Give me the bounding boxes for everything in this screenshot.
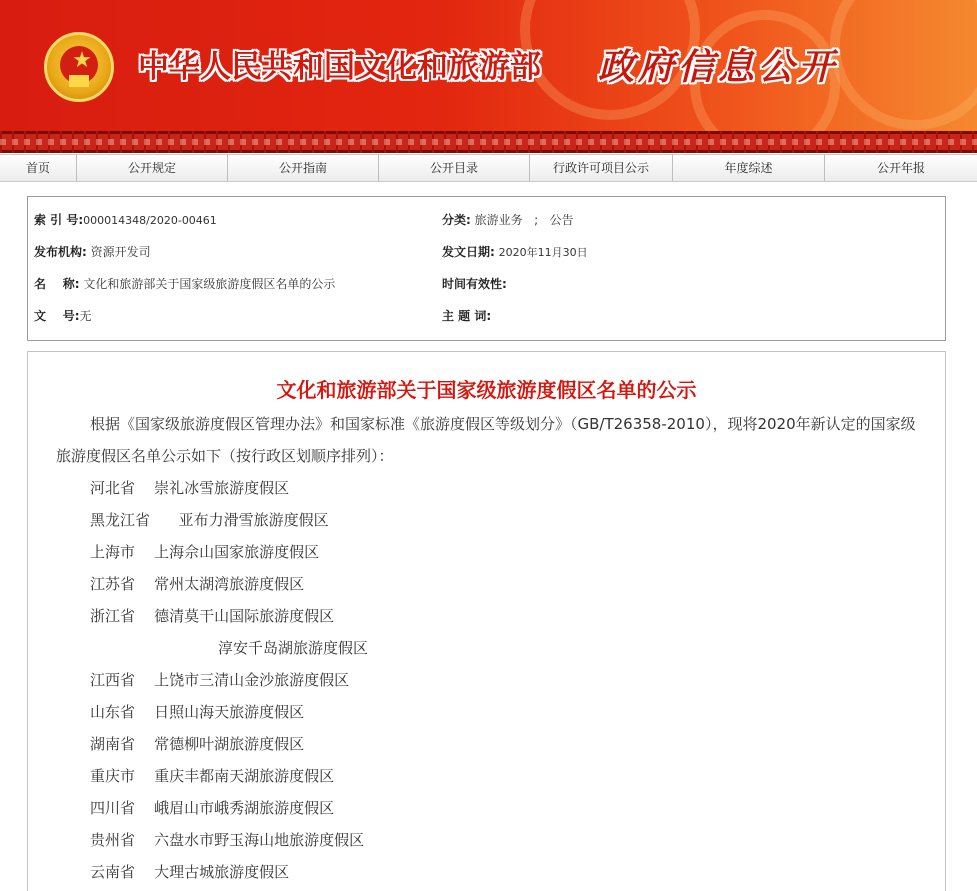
province-name: 上海市 bbox=[90, 543, 136, 561]
banner-decoration bbox=[830, 0, 977, 130]
meta-date-label: 发文日期: bbox=[442, 245, 495, 259]
province-name: 河北省 bbox=[90, 479, 136, 497]
list-item bbox=[90, 856, 289, 888]
meta-keywords bbox=[442, 306, 491, 326]
resort-name: 上海佘山国家旅游度假区 bbox=[154, 543, 320, 561]
meta-index bbox=[34, 210, 217, 230]
nav-item-home[interactable]: 首页 bbox=[0, 155, 77, 181]
document-title: 文化和旅游部关于国家级旅游度假区名单的公示 bbox=[276, 378, 697, 402]
meta-index-value: 000014348/2020-00461 bbox=[83, 214, 217, 227]
meta-date bbox=[442, 242, 588, 262]
resort-name: 大理古城旅游度假区 bbox=[154, 863, 290, 881]
nav-item-annual-summary[interactable]: 年度综述 bbox=[673, 155, 825, 181]
document-content bbox=[27, 351, 946, 891]
nav-item-regulations[interactable]: 公开规定 bbox=[77, 155, 228, 181]
list-item bbox=[90, 600, 334, 632]
list-item bbox=[90, 792, 334, 824]
list-item bbox=[90, 568, 304, 600]
resort-name: 六盘水市野玉海山地旅游度假区 bbox=[154, 831, 365, 849]
resort-name: 淳安千岛湖旅游度假区 bbox=[218, 639, 369, 657]
resort-name: 亚布力滑雪旅游度假区 bbox=[178, 511, 329, 529]
emblem-star-icon: ★ bbox=[72, 48, 92, 73]
list-item bbox=[90, 536, 319, 568]
resort-name: 上饶市三清山金沙旅游度假区 bbox=[154, 671, 350, 689]
resort-name: 重庆丰都南天湖旅游度假区 bbox=[154, 767, 335, 785]
resort-name: 崇礼冰雪旅游度假区 bbox=[154, 479, 290, 497]
list-item bbox=[90, 664, 349, 696]
list-item bbox=[90, 728, 304, 760]
site-banner bbox=[0, 0, 977, 131]
resort-name: 日照山海天旅游度假区 bbox=[154, 703, 305, 721]
document-metadata bbox=[27, 196, 946, 341]
meta-issuer-value: 资源开发司 bbox=[90, 245, 151, 259]
meta-docno-value: 无 bbox=[79, 309, 92, 323]
resort-name: 峨眉山市峨秀湖旅游度假区 bbox=[154, 799, 335, 817]
banner-fret-border bbox=[0, 131, 977, 153]
province-name: 江苏省 bbox=[90, 575, 136, 593]
list-item bbox=[218, 632, 368, 664]
nav-item-annual-report[interactable]: 公开年报 bbox=[876, 161, 925, 175]
document-intro: 根据《国家级旅游度假区管理办法》和国家标准《旅游度假区等级划分》（GB/T26358-2010），现将2020年新认定的国家级旅游度假区名单公示如下（按行政区划顺序排列）： bbox=[56, 415, 916, 465]
nav-item-guide[interactable]: 公开指南 bbox=[228, 155, 379, 181]
meta-category-value: 旅游业务 ; 公告 bbox=[474, 213, 574, 227]
meta-validity-label: 时间有效性: bbox=[442, 277, 507, 291]
list-item bbox=[90, 824, 364, 856]
meta-name-label: 名 称: bbox=[34, 277, 80, 291]
site-subtitle: 政府信息公开 bbox=[598, 46, 839, 88]
province-name: 湖南省 bbox=[90, 735, 136, 753]
resort-name: 德清莫干山国际旅游度假区 bbox=[154, 607, 335, 625]
meta-issuer bbox=[34, 242, 151, 262]
main-nav bbox=[0, 154, 977, 182]
province-name: 山东省 bbox=[90, 703, 136, 721]
meta-name bbox=[34, 274, 335, 294]
meta-issuer-label: 发布机构: bbox=[34, 245, 87, 259]
national-emblem-icon bbox=[44, 32, 114, 102]
province-name: 江西省 bbox=[90, 671, 136, 689]
province-name: 重庆市 bbox=[90, 767, 136, 785]
province-name: 浙江省 bbox=[90, 607, 136, 625]
meta-name-value: 文化和旅游部关于国家级旅游度假区名单的公示 bbox=[83, 277, 336, 291]
list-item bbox=[90, 504, 329, 536]
nav-item-catalog[interactable]: 公开目录 bbox=[379, 155, 530, 181]
list-item bbox=[90, 472, 289, 504]
site-title: 中华人民共和国文化和旅游部 bbox=[138, 49, 541, 85]
meta-date-value: 2020年11月30日 bbox=[498, 246, 588, 259]
list-item bbox=[90, 760, 334, 792]
nav-item-licensing[interactable]: 行政许可项目公示 bbox=[530, 155, 673, 181]
province-name: 黑龙江省 bbox=[90, 511, 151, 529]
meta-category-label: 分类: bbox=[442, 213, 471, 227]
meta-category bbox=[442, 210, 574, 230]
emblem-gate-icon bbox=[69, 75, 89, 87]
meta-index-label: 索 引 号: bbox=[34, 213, 84, 227]
meta-docno-label: 文 号: bbox=[34, 309, 80, 323]
resort-name: 常德柳叶湖旅游度假区 bbox=[154, 735, 305, 753]
meta-keywords-label: 主 题 词: bbox=[442, 309, 492, 323]
meta-docno bbox=[34, 306, 92, 326]
list-item bbox=[90, 696, 304, 728]
meta-validity bbox=[442, 274, 507, 294]
province-name: 云南省 bbox=[90, 863, 136, 881]
province-name: 贵州省 bbox=[90, 831, 136, 849]
resort-name: 常州太湖湾旅游度假区 bbox=[154, 575, 305, 593]
province-name: 四川省 bbox=[90, 799, 136, 817]
